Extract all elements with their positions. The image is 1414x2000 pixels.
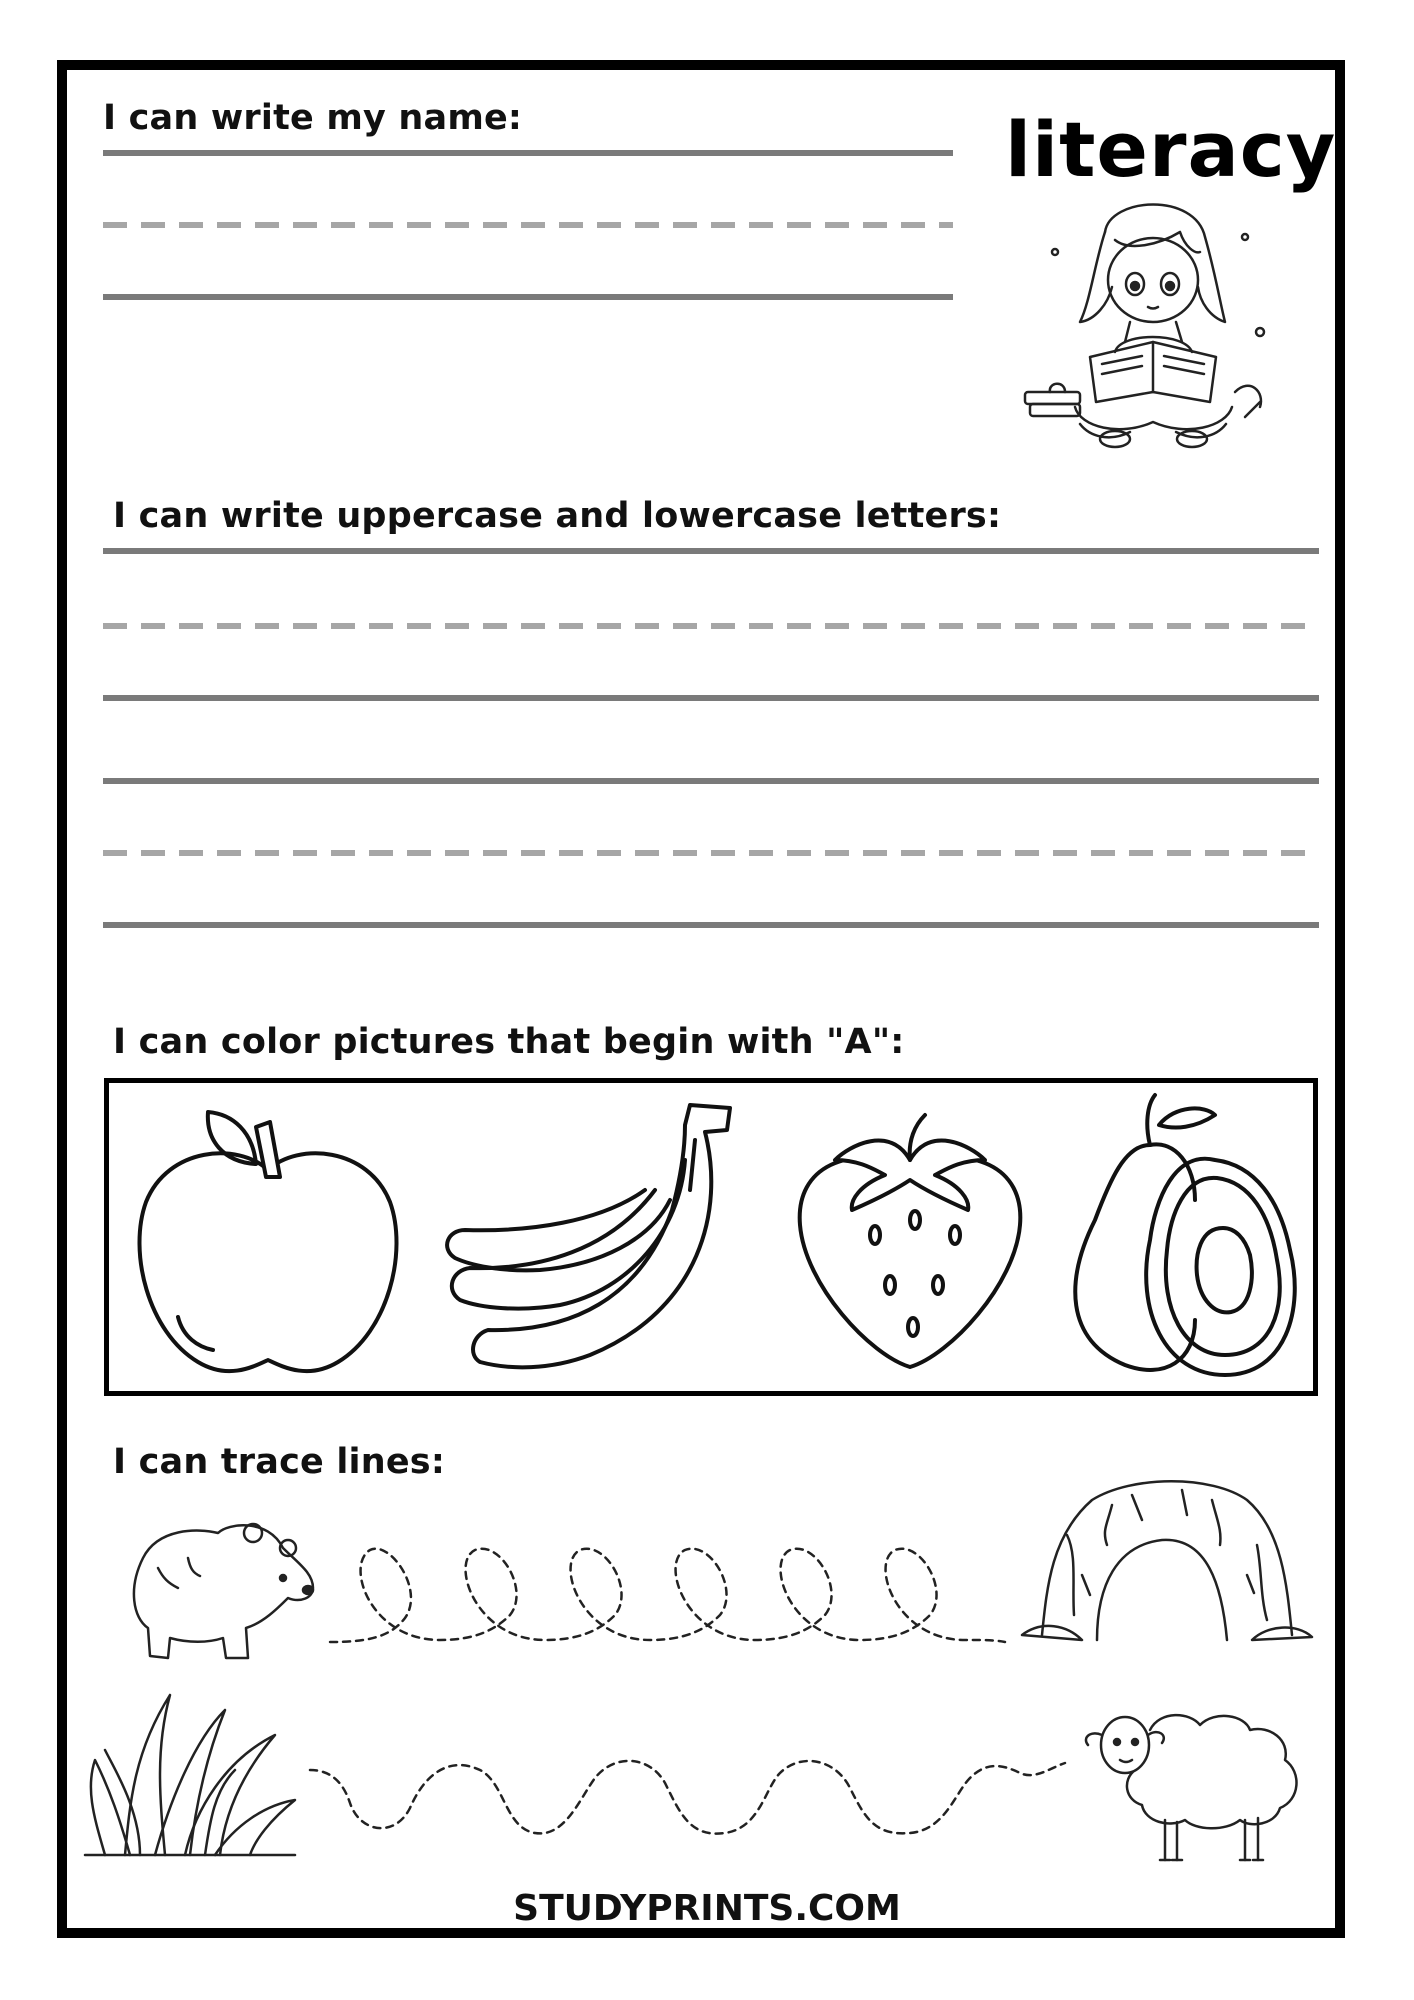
letters-mid-line-2 (103, 850, 1319, 856)
sheep-icon (1080, 1700, 1305, 1865)
letters-heading: I can write uppercase and lowercase letters: (113, 496, 1002, 536)
name-top-line (103, 150, 953, 156)
name-mid-line (103, 222, 953, 228)
letters-top-line-2 (103, 778, 1319, 784)
apple-icon (128, 1092, 408, 1382)
wave-trace-path (305, 1748, 1070, 1843)
name-base-line (103, 294, 953, 300)
loop-trace-path (325, 1530, 1010, 1660)
strawberry-icon (790, 1105, 1030, 1375)
bear-icon (128, 1508, 318, 1668)
footer-site: STUDYPRINTS.COM (513, 1888, 901, 1929)
girl-reading-icon (1020, 192, 1290, 462)
name-heading: I can write my name: (103, 98, 523, 138)
banana-icon (440, 1100, 740, 1380)
letters-mid-line-1 (103, 623, 1319, 629)
cave-icon (1022, 1475, 1312, 1650)
color-heading: I can color pictures that begin with "A": (113, 1022, 905, 1062)
page-title: literacy (1005, 105, 1337, 194)
letters-top-line-1 (103, 548, 1319, 554)
grass-icon (85, 1690, 295, 1860)
letters-base-line-1 (103, 695, 1319, 701)
trace-heading: I can trace lines: (113, 1442, 446, 1482)
letters-base-line-2 (103, 922, 1319, 928)
avocado-icon (1055, 1090, 1305, 1385)
